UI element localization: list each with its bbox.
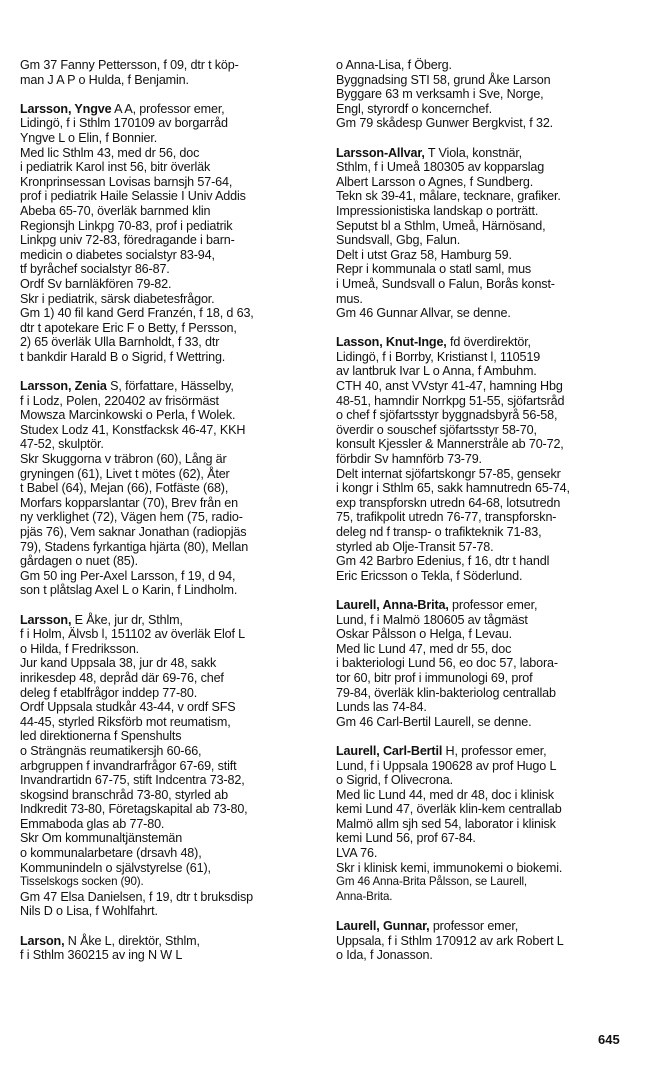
entry-text: ny verklighet (72), Vägen hem (75, radio- — [20, 510, 243, 525]
entry-text: fd överdirektör, — [446, 335, 531, 350]
entry-line — [20, 116, 316, 131]
entry-line — [336, 423, 636, 438]
biography-entry — [20, 58, 316, 87]
biography-entry — [336, 598, 636, 729]
entry-text: o Anna-Lisa, f Öberg. — [336, 58, 452, 72]
entry-line — [20, 540, 316, 555]
entry-text: Lidingö, f i Sthlm 170109 av borgarråd — [20, 116, 228, 131]
entry-text: Skr Skuggorna v träbron (60), Lång är — [20, 452, 227, 467]
biography-entry — [336, 58, 636, 131]
entry-line — [20, 146, 316, 161]
entry-line — [336, 875, 636, 890]
entry-line — [336, 248, 636, 263]
entry-line — [336, 146, 636, 161]
entry-line — [336, 656, 636, 671]
entry-name: Laurell, Gunnar, — [336, 919, 430, 934]
entry-text: Anna-Brita. — [336, 889, 393, 903]
entry-line — [20, 131, 316, 146]
entry-line — [336, 277, 636, 292]
entry-text: t bankdir Harald B o Sigrid, f Wettring. — [20, 349, 226, 364]
entry-text: o Sigrid, f Olivecrona. — [336, 773, 453, 788]
entry-text: pjäs 76), Vem saknar Jonathan (radiopjäs — [20, 525, 247, 539]
entry-line — [20, 233, 316, 248]
entry-text: arbgruppen f invandrarfrågor 67-69, stift — [20, 758, 237, 773]
entry-line — [20, 204, 316, 219]
entry-line — [20, 904, 316, 919]
entry-line — [336, 831, 636, 846]
entry-line — [336, 890, 636, 905]
entry-text: i bakteriologi Lund 56, eo doc 57, labora- — [336, 656, 558, 671]
entry-line — [336, 496, 636, 511]
entry-line — [20, 656, 316, 671]
entry-line — [20, 58, 316, 73]
entry-line — [20, 759, 316, 774]
entry-text: dtr t apotekare Eric F o Betty, f Persson, — [20, 320, 237, 335]
entry-text: Lunds las 74-84. — [336, 700, 427, 715]
entry-line — [336, 262, 636, 277]
left-column — [20, 58, 316, 977]
entry-line — [336, 73, 636, 88]
entry-line — [336, 160, 636, 175]
entry-text: Gm 47 Elsa Danielsen, f 19, dtr t bruksdisp — [20, 889, 253, 904]
entry-text: 75, trafikpolit utredn 76-77, transpforskn- — [336, 510, 557, 525]
entry-line — [20, 306, 316, 321]
entry-text: CTH 40, anst VVstyr 41-47, hamning Hbg — [336, 379, 563, 394]
biography-entry — [20, 102, 316, 365]
entry-line — [336, 846, 636, 861]
entry-text: deleg f etablfrågor inddep 77-80. — [20, 685, 198, 700]
entry-text: gårdagen o nuet (85). — [20, 554, 138, 569]
entry-text: Byggare 63 m verksamh i Sve, Norge, — [336, 87, 544, 102]
entry-text: Indkredit 73-80, Företagskapital ab 73-80, — [20, 802, 248, 817]
entry-line — [336, 861, 636, 876]
entry-line — [20, 452, 316, 467]
entry-text: Delt i utst Graz 58, Hamburg 59. — [336, 247, 512, 262]
entry-line — [20, 934, 316, 949]
entry-text: Eric Ericsson o Tekla, f Söderlund. — [336, 568, 523, 583]
entry-text: exp transpforskn utredn 64-68, lotsutredn — [336, 495, 561, 510]
entry-text: Lidingö, f i Borrby, Kristianst l, 110519 — [336, 349, 541, 364]
entry-line — [20, 262, 316, 277]
entry-line — [20, 569, 316, 584]
entry-line — [336, 700, 636, 715]
entry-text: Morfars kopparslantar (70), Brev från en — [20, 495, 238, 510]
entry-line — [20, 292, 316, 307]
entry-text: Kommunindeln o självstyrelse (61), — [20, 860, 211, 875]
entry-text: 44-45, styrled Riksförb mot reumatism, — [20, 714, 231, 729]
entry-text: Delt internat sjöfartskongr 57-85, gensekr — [336, 466, 561, 481]
biography-entry — [336, 335, 636, 583]
entry-line — [336, 116, 636, 131]
entry-text: 2) 65 överläk Ulla Barnholdt, f 33, dtr — [20, 335, 220, 350]
entry-text: medicin o diabetes socialstyr 83-94, — [20, 247, 215, 262]
entry-text: 48-51, hamndir Norrkpg 51-55, sjöfartsråd — [336, 393, 565, 408]
entry-text: Gm 46 Carl-Bertil Laurell, se denne. — [336, 714, 532, 729]
entry-line — [336, 175, 636, 190]
entry-line — [20, 467, 316, 482]
entry-text: i pediatrik Karol inst 56, bitr överläk — [20, 160, 211, 175]
biography-entry — [20, 379, 316, 598]
page-number: 645 — [598, 1032, 620, 1047]
entry-line — [336, 87, 636, 102]
entry-text: Lund, f i Malmö 180605 av tågmäst — [336, 612, 528, 627]
entry-line — [336, 598, 636, 613]
entry-line — [336, 452, 636, 467]
entry-line — [20, 948, 316, 963]
entry-line — [336, 364, 636, 379]
entry-line — [336, 817, 636, 832]
entry-name: Larsson-Allvar, — [336, 145, 425, 160]
entry-line — [20, 394, 316, 409]
entry-line — [336, 335, 636, 350]
entry-name: Larsson, Zenia — [20, 379, 107, 394]
entry-line — [336, 744, 636, 759]
entry-text: mus. — [336, 291, 363, 306]
entry-line — [20, 861, 316, 876]
entry-text: Impressionistiska landskap o porträtt. — [336, 203, 539, 218]
entry-line — [336, 189, 636, 204]
entry-text: 79-84, överläk klin-bakteriolog centrallab — [336, 685, 556, 700]
biography-entry — [336, 146, 636, 321]
entry-text: Gm 37 Fanny Pettersson, f 09, dtr t köp- — [20, 58, 239, 72]
entry-text: Nils D o Lisa, f Wohlfahrt. — [20, 904, 158, 919]
entry-line — [20, 248, 316, 263]
entry-text: av lantbruk Ivar L o Anna, f Ambuhm. — [336, 364, 537, 379]
entry-line — [20, 277, 316, 292]
entry-line — [20, 189, 316, 204]
entry-line — [336, 613, 636, 628]
entry-name: Laurell, Carl-Bertil — [336, 743, 443, 758]
entry-line — [20, 335, 316, 350]
entry-line — [20, 802, 316, 817]
entry-line — [20, 613, 316, 628]
entry-line — [20, 700, 316, 715]
entry-text: Gm 42 Barbro Edenius, f 16, dtr t handl — [336, 554, 550, 569]
entry-line — [336, 394, 636, 409]
entry-text: Gm 50 ing Per-Axel Larsson, f 19, d 94, — [20, 568, 236, 583]
entry-text: o Ida, f Jonasson. — [336, 948, 433, 963]
entry-line — [336, 233, 636, 248]
entry-text: Oskar Pålsson o Helga, f Levau. — [336, 627, 512, 642]
entry-text: o Strängnäs reumatikersjh 60-66, — [20, 743, 202, 758]
entry-name: Larson, — [20, 933, 65, 948]
entry-text: E Åke, jur dr, Sthlm, — [71, 612, 183, 627]
entry-text: Lund, f i Uppsala 190628 av prof Hugo L — [336, 758, 557, 773]
entry-text: professor emer, — [448, 597, 538, 612]
entry-text: styrled ab Olje-Transit 57-78. — [336, 539, 494, 554]
entry-text: Tisselskogs socken (90). — [20, 875, 144, 889]
entry-text: överdir o souschef sjöfartsstyr 58-70, — [336, 422, 537, 437]
entry-text: Skr i pediatrik, särsk diabetesfrågor. — [20, 291, 215, 306]
entry-text: Gm 46 Anna-Brita Pålsson, se Laurell, — [336, 875, 528, 889]
entry-text: Seputst bl a Sthlm, Umeå, Härnösand, — [336, 218, 546, 233]
entry-text: o chef f sjöfartsstyr byggnadsbyrå 56-58, — [336, 408, 558, 423]
entry-line — [20, 525, 316, 540]
entry-text: o Hilda, f Fredriksson. — [20, 641, 140, 656]
entry-line — [336, 934, 636, 949]
entry-text: inrikesdep 48, depråd där 69-76, chef — [20, 670, 224, 685]
entry-line — [336, 540, 636, 555]
entry-line — [20, 437, 316, 452]
entry-line — [20, 817, 316, 832]
entry-text: man J A P o Hulda, f Benjamin. — [20, 72, 189, 87]
entry-line — [20, 788, 316, 803]
entry-text: o kommunalarbetare (drsavh 48), — [20, 846, 202, 861]
entry-line — [336, 788, 636, 803]
entry-line — [336, 759, 636, 774]
entry-name: Laurell, Anna-Brita, — [336, 597, 449, 612]
entry-text: t Babel (64), Mejan (66), Fotfäste (68), — [20, 481, 229, 496]
entry-text: Engl, styrordf o koncernchef. — [336, 101, 492, 116]
entry-text: Byggnadsing STI 58, grund Åke Larson — [336, 72, 551, 87]
entry-text: f i Lodz, Polen, 220402 av frisörmäst — [20, 393, 219, 408]
entry-text: kemi Lund 47, överläk klin-kem centrallab — [336, 802, 562, 817]
entry-line — [336, 642, 636, 657]
entry-line — [336, 481, 636, 496]
entry-text: Ordf Uppsala studkår 43-44, v ordf SFS — [20, 700, 236, 715]
entry-text: Malmö allm sjh sed 54, laborator i klinisk — [336, 816, 556, 831]
entry-text: professor emer, — [429, 919, 519, 934]
entry-line — [336, 379, 636, 394]
entry-text: skogsind branschråd 73-80, styrled ab — [20, 787, 228, 802]
entry-text: Uppsala, f i Sthlm 170912 av ark Robert L — [336, 933, 564, 948]
entry-text: Gm 1) 40 fil kand Gerd Franzén, f 18, d 63, — [20, 306, 254, 321]
entry-line — [336, 292, 636, 307]
entry-line — [336, 715, 636, 730]
entry-line — [20, 219, 316, 234]
entry-text: prof i pediatrik Haile Selassie I Univ Addis — [20, 189, 246, 204]
entry-line — [20, 729, 316, 744]
entry-line — [20, 671, 316, 686]
entry-line — [336, 686, 636, 701]
entry-text: Jur kand Uppsala 38, jur dr 48, sakk — [20, 656, 217, 671]
entry-line — [20, 350, 316, 365]
entry-text: Sthlm, f i Umeå 180305 av kopparslag — [336, 160, 545, 175]
entry-text: Kronprinsessan Lovisas barnsjh 57-64, — [20, 174, 233, 189]
entry-text: kemi Lund 56, prof 67-84. — [336, 831, 476, 846]
entry-text: T Viola, konstnär, — [424, 145, 523, 160]
entry-text: H, professor emer, — [442, 743, 547, 758]
entry-line — [20, 875, 316, 890]
entry-text: Invandrartidn 67-75, stift Indcentra 73-82, — [20, 773, 245, 788]
entry-line — [20, 846, 316, 861]
entry-text: Med lic Sthlm 43, med dr 56, doc — [20, 145, 200, 160]
right-column — [336, 58, 636, 977]
entry-text: Yngve L o Elin, f Bonnier. — [20, 130, 158, 145]
entry-line — [20, 408, 316, 423]
entry-text: förbdir Sv hamnförb 73-79. — [336, 452, 482, 467]
entry-line — [336, 467, 636, 482]
entry-line — [20, 175, 316, 190]
entry-line — [20, 481, 316, 496]
entry-line — [336, 58, 636, 73]
entry-text: i Umeå, Sundsvall o Falun, Borås konst- — [336, 276, 555, 291]
biography-entry — [20, 934, 316, 963]
entry-line — [20, 510, 316, 525]
entry-text: deleg nd f transp- o trafikteknik 71-83, — [336, 525, 542, 539]
entry-name: Larsson, Yngve — [20, 101, 112, 116]
entry-line — [20, 890, 316, 905]
entry-line — [20, 744, 316, 759]
entry-text: N Åke L, direktör, Sthlm, — [64, 933, 200, 948]
entry-text: 79), Stadens fyrkantiga hjärta (80), Mellan — [20, 539, 249, 554]
entry-text: tor 60, bitr prof i immunologi 69, prof — [336, 670, 533, 685]
entry-line — [336, 350, 636, 365]
entry-text: Repr i kommunala o statl saml, mus — [336, 262, 532, 277]
entry-text: S, författare, Hässelby, — [106, 379, 234, 394]
entry-line — [20, 642, 316, 657]
entry-line — [20, 496, 316, 511]
entry-line — [336, 554, 636, 569]
entry-text: Tekn sk 39-41, målare, tecknare, grafiker. — [336, 189, 561, 204]
entry-text: konsult Kjessler & Mannerstråle ab 70-72, — [336, 437, 564, 452]
entry-line — [336, 671, 636, 686]
entry-text: Emmaboda glas ab 77-80. — [20, 816, 165, 831]
entry-text: f i Sthlm 360215 av ing N W L — [20, 948, 183, 963]
entry-line — [336, 102, 636, 117]
entry-line — [20, 321, 316, 336]
entry-text: Linkpg univ 72-83, föredragande i barn- — [20, 233, 235, 248]
entry-text: tf byråchef socialstyr 86-87. — [20, 262, 170, 277]
entry-text: led direktionerna f Spenshults — [20, 729, 182, 744]
entry-text: son t plåtslag Axel L o Karin, f Lindholm. — [20, 583, 238, 598]
entry-line — [336, 948, 636, 963]
entry-line — [336, 569, 636, 584]
entry-line — [336, 627, 636, 642]
entry-text: f i Holm, Älvsb l, 151102 av överläk Elof L — [20, 627, 246, 642]
entry-text: Med lic Lund 44, med dr 48, doc i klinisk — [336, 787, 554, 802]
entry-text: Gm 46 Gunnar Allvar, se denne. — [336, 306, 511, 321]
entry-text: Regionsjh Linkpg 70-83, prof i pediatrik — [20, 218, 233, 233]
entry-text: i kongr i Sthlm 65, sakk hamnutredn 65-74, — [336, 481, 570, 496]
entry-line — [336, 437, 636, 452]
entry-text: Ordf Sv barnläkfören 79-82. — [20, 276, 172, 291]
entry-text: Sundsvall, Gbg, Falun. — [336, 233, 461, 248]
entry-line — [336, 919, 636, 934]
entry-line — [336, 204, 636, 219]
entry-line — [336, 306, 636, 321]
entry-line — [20, 583, 316, 598]
biography-entry — [20, 613, 316, 919]
entry-text: gryningen (61), Livet t mötes (62), Åter — [20, 466, 230, 481]
entry-line — [336, 802, 636, 817]
entry-text: Abeba 65-70, överläk barnmed klin — [20, 203, 211, 218]
entry-line — [336, 510, 636, 525]
entry-text: Mowsza Marcinkowski o Perla, f Wolek. — [20, 408, 236, 423]
entry-line — [20, 423, 316, 438]
entry-line — [20, 773, 316, 788]
entry-text: Med lic Lund 47, med dr 55, doc — [336, 641, 512, 656]
entry-text: LVA 76. — [336, 846, 378, 861]
entry-line — [20, 160, 316, 175]
entry-line — [20, 379, 316, 394]
entry-name: Lasson, Knut-Inge, — [336, 335, 447, 350]
entry-text: Skr Om kommunaltjänstemän — [20, 831, 183, 846]
entry-line — [20, 102, 316, 117]
biography-entry — [336, 744, 636, 905]
entry-text: 47-52, skulptör. — [20, 437, 104, 452]
entry-line — [336, 219, 636, 234]
entry-line — [336, 408, 636, 423]
entry-line — [20, 627, 316, 642]
entry-line — [20, 554, 316, 569]
entry-line — [20, 686, 316, 701]
entry-line — [20, 73, 316, 88]
entry-line — [20, 715, 316, 730]
entry-text: Skr i klinisk kemi, immunokemi o biokemi. — [336, 860, 563, 875]
entry-text: A A, professor emer, — [111, 101, 225, 116]
entry-name: Larsson, — [20, 612, 72, 627]
entry-text: Albert Larsson o Agnes, f Sundberg. — [336, 174, 534, 189]
biography-entry — [336, 919, 636, 963]
entry-text: Studex Lodz 41, Konstfacksk 46-47, KKH — [20, 422, 246, 437]
entry-line — [336, 525, 636, 540]
entry-line — [20, 831, 316, 846]
entry-text: Gm 79 skådesp Gunwer Bergkvist, f 32. — [336, 116, 554, 131]
entry-line — [336, 773, 636, 788]
